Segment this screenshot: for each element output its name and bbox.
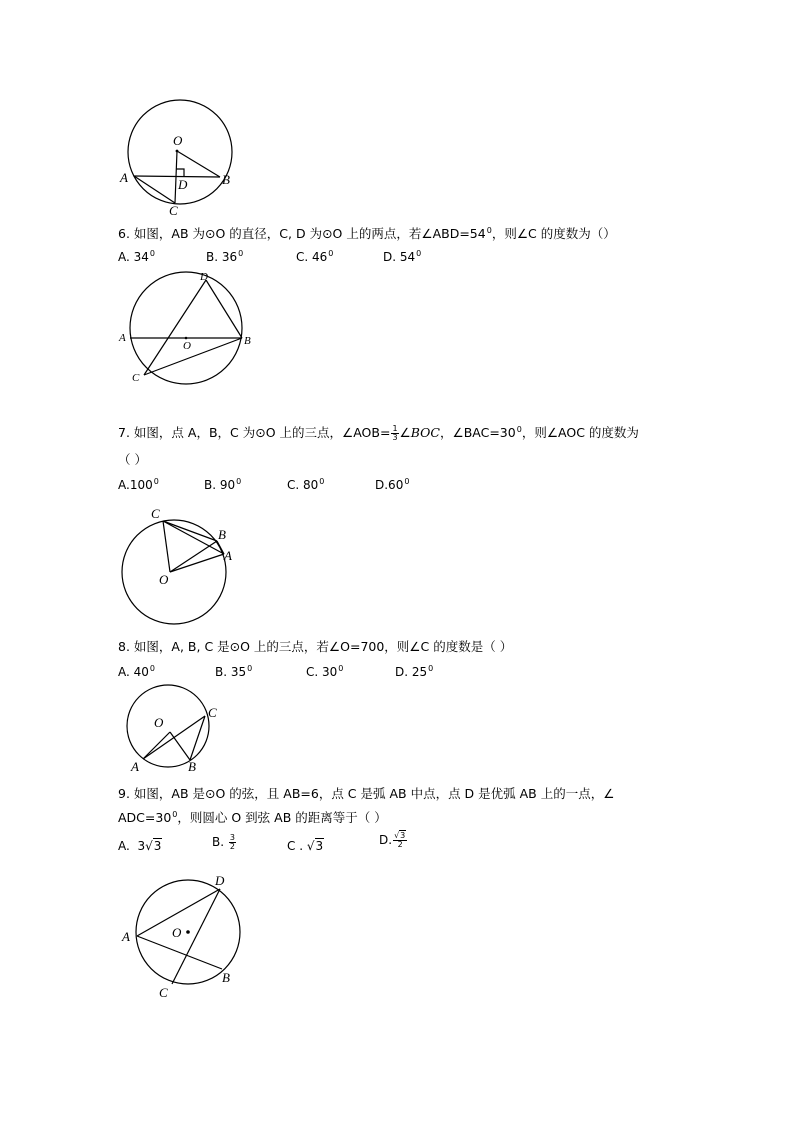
fig5-line-ac: [134, 176, 175, 203]
fig8-circle: [127, 685, 209, 767]
fig7-label-a: A: [224, 548, 232, 563]
fig6-label-d: D: [200, 271, 208, 283]
q8-option-c: C. $30^0$: [306, 664, 344, 679]
fig5-label-b: B: [222, 172, 230, 187]
fig6-line-cb: [144, 338, 242, 375]
fig8-line-oa: [143, 732, 170, 759]
q8-option-a: A. $40^0$: [118, 664, 155, 679]
question-text: 如图，AB 为⊙O 的直径，C, D 为⊙O 上的两点，若∠ABD=54: [133, 226, 486, 241]
fig7-line-cb: [163, 521, 217, 541]
fig8-label-a: A: [131, 759, 139, 774]
fig6-label-o: O: [183, 340, 191, 352]
fig8-label-o: O: [154, 715, 164, 730]
fig6-label-a: A: [119, 332, 126, 344]
question-text-tail: ，则∠AOC 的度数为: [521, 425, 639, 440]
fig5-center-dot: [176, 150, 179, 153]
fig8-line-ac: [143, 716, 205, 759]
fig5-right-angle: [176, 169, 184, 177]
fig8-label-c: C: [208, 705, 217, 720]
fig5-label-o: O: [173, 133, 183, 148]
fig9-center-dot: [186, 930, 190, 934]
question-text-mid: ，∠BAC=30: [439, 425, 516, 440]
fig8-line-bc: [190, 716, 205, 760]
fig7-label-c: C: [151, 506, 160, 521]
question-9-stem-line2: $ADC=30^0$，则圆心 O 到弦 AB 的距离等于（ ）: [118, 810, 387, 825]
q9-option-c: C . √3: [287, 839, 324, 853]
angle-boc: BOC: [410, 425, 440, 440]
fig6-label-b: B: [244, 335, 251, 347]
q7-option-c: C. $80^0$: [287, 477, 325, 492]
q6-option-c: C. $46^0$: [296, 249, 334, 264]
question-text: 如图，A, B, C 是⊙O 上的三点，若∠O=700，则∠C 的度数是（ ）: [133, 639, 513, 654]
fraction-one-third: $\frac{1}{3}$: [392, 424, 398, 442]
fig6-center-dot: [185, 337, 188, 340]
figure-q7: [112, 500, 252, 630]
fig9-label-a: A: [122, 929, 130, 944]
question-7-stem-line2: （ ）: [118, 452, 147, 467]
question-6-stem: [118, 221, 616, 244]
figure-q9: [116, 870, 251, 1002]
q9-option-b: B. $\frac{3}{2}$: [212, 833, 235, 851]
question-7-stem: 7. 如图，点 A，B，C 为⊙O 上的三点，∠AOB= $\frac{1}{3}$ ∠BOC，$\angle BAC=30^0$，则∠AOC 的度数为: [118, 424, 639, 442]
fig6-line-bd: [206, 280, 242, 338]
q8-option-d: D. $25^0$: [395, 664, 434, 679]
question-number: 6.: [118, 226, 130, 241]
figure-q5: [110, 95, 250, 220]
fig7-line-ca: [163, 521, 224, 554]
question-9-stem: [118, 784, 614, 804]
fig6-line-dc: [144, 280, 206, 375]
fig9-label-c: C: [159, 985, 168, 1000]
q9-option-d: D. $\frac{√3}{2}$: [379, 831, 406, 849]
fig7-label-b: B: [218, 527, 226, 542]
question-number: 8.: [118, 639, 130, 654]
q9-option-a: A. 3√3: [118, 839, 162, 853]
q7-option-b: B. $90^0$: [204, 477, 242, 492]
fig7-line-oa: [170, 554, 224, 572]
q6-option-a: A. $34^0$: [118, 249, 155, 264]
question-text: 如图，AB 是⊙O 的弦，且 AB=6，点 C 是弧 AB 中点，点 D 是优弧 AB 上的一点，∠: [133, 786, 615, 801]
q6-option-b: B. $36^0$: [206, 249, 244, 264]
question-text: 如图，点 A，B，C 为⊙O 上的三点，∠AOB=: [133, 425, 391, 440]
fig9-label-d: D: [215, 873, 225, 888]
fig7-line-oc: [163, 521, 170, 572]
fig5-label-d: D: [178, 177, 188, 192]
fig6-circle: [130, 272, 242, 384]
fig5-label-c: C: [169, 203, 178, 218]
fig7-label-o: O: [159, 572, 169, 587]
question-number: 9.: [118, 786, 130, 801]
fig8-line-ob: [170, 732, 190, 760]
q7-option-a: A.100$^0$: [118, 477, 159, 492]
question-text-tail: ，则∠C 的度数为（）: [491, 226, 616, 241]
fig7-line-ob: [170, 541, 217, 572]
fig5-chord-ab: [134, 176, 220, 177]
degree-sup: 0: [486, 226, 492, 235]
fig7-circle: [122, 520, 226, 624]
fig9-chord-ab: [137, 936, 222, 969]
fig9-label-b: B: [222, 970, 230, 985]
question-text-tail: ，则圆心 O 到弦 AB 的距离等于（ ）: [177, 810, 387, 825]
q8-option-b: B. $35^0$: [215, 664, 253, 679]
figure-q6: [112, 268, 262, 398]
fig9-label-o: O: [172, 925, 182, 940]
angle-symbol: ∠: [399, 425, 411, 440]
q6-option-d: D. $54^0$: [383, 249, 422, 264]
fig5-label-a: A: [120, 170, 128, 185]
figure-q8: [118, 680, 238, 775]
question-text-line2: ADC=30: [118, 810, 172, 825]
q7-option-d: $D.60^0$: [375, 477, 410, 492]
question-number: 7.: [118, 425, 130, 440]
fig8-label-b: B: [188, 759, 196, 774]
question-8-stem: [118, 637, 512, 657]
fig6-label-c: C: [132, 372, 140, 384]
